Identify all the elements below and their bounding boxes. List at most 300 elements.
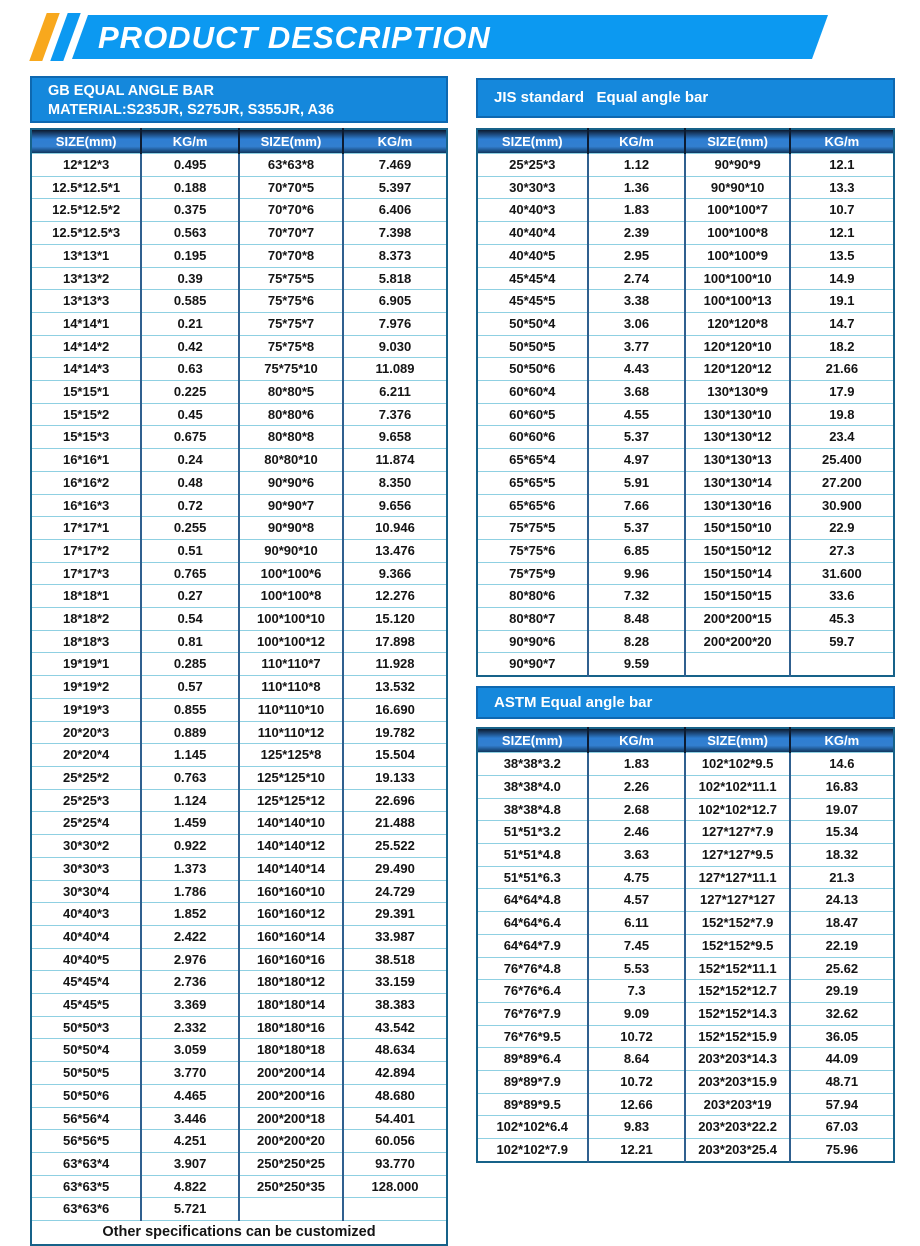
table-cell: 18.32	[790, 843, 894, 866]
table-cell: 4.55	[588, 403, 686, 426]
table-cell: 10.72	[588, 1071, 686, 1094]
table-cell: 60*60*5	[477, 403, 588, 426]
table-cell: 38*38*4.0	[477, 775, 588, 798]
table-cell: 76*76*4.8	[477, 957, 588, 980]
table-row	[477, 381, 894, 404]
gb-spec-table	[30, 128, 448, 1246]
table-row	[31, 766, 447, 789]
table-cell: 15*15*3	[31, 426, 141, 449]
table-cell: 102*102*11.1	[685, 775, 789, 798]
table-cell: 7.3	[588, 980, 686, 1003]
table-cell: 22.19	[790, 934, 894, 957]
table-cell: 22.9	[790, 517, 894, 540]
table-cell: 0.27	[141, 585, 239, 608]
table-row	[477, 843, 894, 866]
table-cell: 9.09	[588, 1002, 686, 1025]
jis-table-header	[477, 129, 894, 154]
table-cell: 51*51*6.3	[477, 866, 588, 889]
table-cell: 0.255	[141, 517, 239, 540]
table-cell: 100*100*13	[685, 290, 789, 313]
table-cell: 19.07	[790, 798, 894, 821]
table-row	[31, 925, 447, 948]
table-cell: 10.72	[588, 1025, 686, 1048]
table-cell: 75*75*8	[239, 335, 343, 358]
table-cell: 29.19	[790, 980, 894, 1003]
column-header: KG/m	[790, 728, 894, 753]
table-row	[477, 889, 894, 912]
table-cell: 90*90*8	[239, 517, 343, 540]
table-row	[31, 948, 447, 971]
table-cell: 1.124	[141, 789, 239, 812]
table-row	[31, 244, 447, 267]
table-cell: 1.36	[588, 176, 686, 199]
table-cell: 5.397	[343, 176, 447, 199]
table-cell: 102*102*9.5	[685, 753, 789, 776]
table-cell: 203*203*14.3	[685, 1048, 789, 1071]
table-cell: 33.987	[343, 925, 447, 948]
table-row	[31, 199, 447, 222]
table-cell	[790, 653, 894, 676]
table-cell: 15.34	[790, 821, 894, 844]
table-row	[31, 994, 447, 1017]
table-row	[31, 358, 447, 381]
table-row	[477, 753, 894, 776]
gb-section-title-bar	[30, 76, 448, 123]
table-cell: 0.51	[141, 539, 239, 562]
table-cell: 13.476	[343, 539, 447, 562]
table-row	[477, 335, 894, 358]
table-row	[477, 608, 894, 631]
table-cell: 80*80*5	[239, 381, 343, 404]
table-cell: 7.976	[343, 312, 447, 335]
table-cell: 51*51*4.8	[477, 843, 588, 866]
table-cell: 16.690	[343, 698, 447, 721]
table-cell: 14*14*2	[31, 335, 141, 358]
table-cell: 50*50*5	[31, 1062, 141, 1085]
table-row	[477, 449, 894, 472]
table-cell: 27.200	[790, 471, 894, 494]
table-cell: 25.400	[790, 449, 894, 472]
table-cell: 10.946	[343, 517, 447, 540]
table-cell: 4.251	[141, 1130, 239, 1153]
table-row	[31, 517, 447, 540]
table-cell: 160*160*10	[239, 880, 343, 903]
table-cell: 67.03	[790, 1116, 894, 1139]
table-cell: 40*40*3	[31, 903, 141, 926]
table-cell: 1.12	[588, 154, 686, 177]
table-row	[477, 290, 894, 313]
table-cell: 140*140*12	[239, 835, 343, 858]
table-cell: 7.66	[588, 494, 686, 517]
table-cell: 54.401	[343, 1107, 447, 1130]
table-cell: 16*16*3	[31, 494, 141, 517]
table-cell: 29.490	[343, 857, 447, 880]
table-cell: 30*30*3	[477, 176, 588, 199]
table-cell: 15*15*1	[31, 381, 141, 404]
table-cell: 48.634	[343, 1039, 447, 1062]
table-row	[477, 176, 894, 199]
table-cell: 48.71	[790, 1071, 894, 1094]
table-cell: 7.398	[343, 222, 447, 245]
table-cell: 76*76*6.4	[477, 980, 588, 1003]
table-row	[31, 1107, 447, 1130]
table-cell: 180*180*18	[239, 1039, 343, 1062]
table-cell: 40*40*3	[477, 199, 588, 222]
table-row	[31, 698, 447, 721]
table-row	[477, 775, 894, 798]
table-cell: 102*102*6.4	[477, 1116, 588, 1139]
table-cell: 152*152*11.1	[685, 957, 789, 980]
page-header-banner	[0, 8, 920, 64]
table-cell: 130*130*14	[685, 471, 789, 494]
table-cell: 120*120*12	[685, 358, 789, 381]
table-cell: 63*63*6	[31, 1198, 141, 1221]
table-cell: 150*150*12	[685, 539, 789, 562]
table-cell: 128.000	[343, 1175, 447, 1198]
table-cell: 18*18*2	[31, 608, 141, 631]
astm-table-header	[477, 728, 894, 753]
table-cell: 1.852	[141, 903, 239, 926]
gb-title-line2: MATERIAL:S235JR, S275JR, S355JR, A36	[48, 102, 335, 118]
table-row	[31, 267, 447, 290]
table-cell: 5.818	[343, 267, 447, 290]
table-cell: 152*152*7.9	[685, 912, 789, 935]
table-cell: 0.225	[141, 381, 239, 404]
table-cell: 0.375	[141, 199, 239, 222]
table-cell: 0.42	[141, 335, 239, 358]
table-cell: 6.85	[588, 539, 686, 562]
table-cell: 130*130*16	[685, 494, 789, 517]
table-cell: 12*12*3	[31, 154, 141, 177]
table-cell: 90*90*7	[477, 653, 588, 676]
column-header: KG/m	[588, 129, 686, 154]
table-cell: 100*100*8	[685, 222, 789, 245]
table-cell: 127*127*9.5	[685, 843, 789, 866]
table-cell: 75*75*5	[477, 517, 588, 540]
table-cell: 3.63	[588, 843, 686, 866]
table-cell: 36.05	[790, 1025, 894, 1048]
table-row	[477, 957, 894, 980]
table-cell: 203*203*19	[685, 1093, 789, 1116]
table-cell: 42.894	[343, 1062, 447, 1085]
table-cell: 5.53	[588, 957, 686, 980]
table-row	[477, 267, 894, 290]
table-row	[31, 585, 447, 608]
footer-row	[31, 1221, 447, 1246]
table-cell: 89*89*6.4	[477, 1048, 588, 1071]
table-cell: 16*16*1	[31, 449, 141, 472]
table-row	[477, 980, 894, 1003]
table-row	[477, 222, 894, 245]
column-header: KG/m	[588, 728, 686, 753]
table-cell: 10.7	[790, 199, 894, 222]
table-cell: 15.504	[343, 744, 447, 767]
table-cell: 76*76*9.5	[477, 1025, 588, 1048]
table-cell: 13*13*2	[31, 267, 141, 290]
table-row	[477, 1048, 894, 1071]
table-row	[477, 403, 894, 426]
table-cell: 18*18*1	[31, 585, 141, 608]
table-cell	[685, 653, 789, 676]
table-cell: 93.770	[343, 1152, 447, 1175]
table-cell: 110*110*7	[239, 653, 343, 676]
table-cell: 100*100*12	[239, 630, 343, 653]
table-cell: 6.905	[343, 290, 447, 313]
table-cell: 17*17*2	[31, 539, 141, 562]
table-cell: 180*180*12	[239, 971, 343, 994]
table-cell: 2.332	[141, 1016, 239, 1039]
table-cell: 20*20*3	[31, 721, 141, 744]
table-cell: 7.376	[343, 403, 447, 426]
table-cell: 17.9	[790, 381, 894, 404]
column-header: SIZE(mm)	[31, 129, 141, 154]
table-row	[31, 494, 447, 517]
table-row	[31, 426, 447, 449]
table-cell: 25.62	[790, 957, 894, 980]
table-row	[477, 1093, 894, 1116]
table-row	[31, 903, 447, 926]
table-cell: 3.059	[141, 1039, 239, 1062]
table-cell: 100*100*9	[685, 244, 789, 267]
table-cell: 9.96	[588, 562, 686, 585]
table-cell: 25*25*3	[31, 789, 141, 812]
table-cell: 65*65*5	[477, 471, 588, 494]
table-cell: 65*65*4	[477, 449, 588, 472]
table-cell: 90*90*6	[239, 471, 343, 494]
table-cell: 1.373	[141, 857, 239, 880]
column-header: KG/m	[343, 129, 447, 154]
table-cell: 100*100*8	[239, 585, 343, 608]
table-cell: 50*50*3	[31, 1016, 141, 1039]
table-row	[477, 199, 894, 222]
table-cell: 0.563	[141, 222, 239, 245]
table-cell: 0.922	[141, 835, 239, 858]
table-cell: 8.373	[343, 244, 447, 267]
table-cell: 13.5	[790, 244, 894, 267]
table-cell: 200*200*15	[685, 608, 789, 631]
table-cell: 3.68	[588, 381, 686, 404]
table-cell: 8.48	[588, 608, 686, 631]
table-cell: 21.66	[790, 358, 894, 381]
column-header: SIZE(mm)	[477, 129, 588, 154]
table-cell: 203*203*15.9	[685, 1071, 789, 1094]
table-cell: 5.37	[588, 517, 686, 540]
table-cell: 0.48	[141, 471, 239, 494]
gb-table-footer	[31, 1221, 447, 1246]
table-cell: 1.83	[588, 199, 686, 222]
table-cell: 40*40*4	[31, 925, 141, 948]
table-cell: 14.6	[790, 753, 894, 776]
table-cell: 11.928	[343, 653, 447, 676]
table-cell: 90*90*10	[685, 176, 789, 199]
table-row	[31, 471, 447, 494]
table-cell: 0.675	[141, 426, 239, 449]
table-cell: 19*19*2	[31, 676, 141, 699]
table-cell: 5.37	[588, 426, 686, 449]
table-cell: 0.39	[141, 267, 239, 290]
table-cell: 80*80*8	[239, 426, 343, 449]
table-cell: 50*50*6	[31, 1084, 141, 1107]
table-cell: 40*40*5	[477, 244, 588, 267]
table-cell: 60*60*6	[477, 426, 588, 449]
table-row	[477, 585, 894, 608]
table-cell: 9.658	[343, 426, 447, 449]
table-cell: 4.97	[588, 449, 686, 472]
table-cell: 32.62	[790, 1002, 894, 1025]
table-cell: 4.43	[588, 358, 686, 381]
table-cell: 15.120	[343, 608, 447, 631]
table-cell: 2.39	[588, 222, 686, 245]
table-row	[477, 866, 894, 889]
table-row	[31, 653, 447, 676]
table-cell: 38*38*4.8	[477, 798, 588, 821]
table-cell: 18.2	[790, 335, 894, 358]
table-cell: 160*160*12	[239, 903, 343, 926]
table-cell: 16*16*2	[31, 471, 141, 494]
column-header: KG/m	[790, 129, 894, 154]
table-cell: 1.786	[141, 880, 239, 903]
table-cell: 50*50*4	[31, 1039, 141, 1062]
table-cell: 80*80*10	[239, 449, 343, 472]
table-cell: 130*130*9	[685, 381, 789, 404]
table-cell: 64*64*7.9	[477, 934, 588, 957]
table-cell: 102*102*7.9	[477, 1139, 588, 1162]
table-row	[31, 403, 447, 426]
table-cell: 3.446	[141, 1107, 239, 1130]
jis-section-title-bar: JIS standard Equal angle bar	[476, 78, 895, 118]
table-cell: 38.383	[343, 994, 447, 1017]
table-row	[31, 449, 447, 472]
table-cell: 19.782	[343, 721, 447, 744]
table-cell: 9.656	[343, 494, 447, 517]
table-row	[477, 1139, 894, 1162]
table-cell: 25*25*2	[31, 766, 141, 789]
table-row	[31, 1016, 447, 1039]
table-cell: 30.900	[790, 494, 894, 517]
table-row	[477, 1025, 894, 1048]
table-row	[477, 1071, 894, 1094]
table-cell: 150*150*10	[685, 517, 789, 540]
table-cell: 250*250*25	[239, 1152, 343, 1175]
page-title: PRODUCT DESCRIPTION	[98, 20, 491, 55]
table-cell: 30*30*2	[31, 835, 141, 858]
table-cell: 13*13*3	[31, 290, 141, 313]
table-cell: 110*110*8	[239, 676, 343, 699]
table-cell: 45*45*4	[477, 267, 588, 290]
table-cell: 60.056	[343, 1130, 447, 1153]
table-row	[31, 676, 447, 699]
table-cell: 63*63*5	[31, 1175, 141, 1198]
astm-spec-table	[476, 727, 895, 1163]
table-cell: 75*75*6	[239, 290, 343, 313]
table-cell: 19.8	[790, 403, 894, 426]
table-cell: 8.64	[588, 1048, 686, 1071]
table-cell: 3.770	[141, 1062, 239, 1085]
table-cell: 100*100*10	[685, 267, 789, 290]
table-cell: 80*80*6	[239, 403, 343, 426]
table-cell: 200*200*20	[239, 1130, 343, 1153]
jis-spec-table	[476, 128, 895, 677]
table-cell: 75*75*6	[477, 539, 588, 562]
gb-footer-note: Other specifications can be customized	[31, 1221, 447, 1246]
table-cell: 130*130*10	[685, 403, 789, 426]
table-cell: 152*152*12.7	[685, 980, 789, 1003]
table-row	[31, 222, 447, 245]
table-cell: 5.91	[588, 471, 686, 494]
table-cell: 44.09	[790, 1048, 894, 1071]
table-cell: 33.159	[343, 971, 447, 994]
table-cell: 203*203*22.2	[685, 1116, 789, 1139]
table-cell: 12.276	[343, 585, 447, 608]
table-cell: 8.350	[343, 471, 447, 494]
table-cell: 90*90*7	[239, 494, 343, 517]
table-cell: 120*120*10	[685, 335, 789, 358]
table-cell: 200*200*20	[685, 630, 789, 653]
table-row	[31, 744, 447, 767]
header-row	[477, 129, 894, 154]
table-cell: 160*160*14	[239, 925, 343, 948]
table-cell: 127*127*127	[685, 889, 789, 912]
table-cell: 152*152*14.3	[685, 1002, 789, 1025]
table-cell: 38*38*3.2	[477, 753, 588, 776]
table-cell: 0.81	[141, 630, 239, 653]
table-cell: 200*200*16	[239, 1084, 343, 1107]
table-cell: 70*70*5	[239, 176, 343, 199]
table-cell: 130*130*12	[685, 426, 789, 449]
gb-table-header	[31, 129, 447, 154]
table-cell: 17*17*3	[31, 562, 141, 585]
table-cell: 16.83	[790, 775, 894, 798]
gb-section	[30, 76, 448, 1246]
table-cell: 25*25*4	[31, 812, 141, 835]
table-cell: 0.45	[141, 403, 239, 426]
table-cell: 75*75*5	[239, 267, 343, 290]
table-cell: 60*60*4	[477, 381, 588, 404]
table-cell: 0.285	[141, 653, 239, 676]
table-cell: 2.736	[141, 971, 239, 994]
table-cell: 110*110*10	[239, 698, 343, 721]
table-row	[31, 176, 447, 199]
table-cell: 6.406	[343, 199, 447, 222]
table-cell: 0.195	[141, 244, 239, 267]
table-cell: 100*100*6	[239, 562, 343, 585]
table-cell: 4.75	[588, 866, 686, 889]
table-cell: 24.13	[790, 889, 894, 912]
right-section	[476, 78, 895, 1163]
table-row	[31, 630, 447, 653]
table-cell: 3.907	[141, 1152, 239, 1175]
table-cell: 90*90*10	[239, 539, 343, 562]
table-cell: 33.6	[790, 585, 894, 608]
astm-table-body	[477, 753, 894, 1162]
table-cell: 120*120*8	[685, 312, 789, 335]
table-row	[477, 517, 894, 540]
table-row	[477, 562, 894, 585]
table-cell: 63*63*4	[31, 1152, 141, 1175]
table-cell: 59.7	[790, 630, 894, 653]
column-header: SIZE(mm)	[239, 129, 343, 154]
header-row	[477, 728, 894, 753]
table-cell: 19*19*3	[31, 698, 141, 721]
table-cell: 12.1	[790, 154, 894, 177]
table-row	[477, 358, 894, 381]
table-cell: 30*30*3	[31, 857, 141, 880]
table-cell: 2.74	[588, 267, 686, 290]
table-cell: 19*19*1	[31, 653, 141, 676]
table-cell: 0.63	[141, 358, 239, 381]
table-cell: 70*70*6	[239, 199, 343, 222]
table-cell: 3.38	[588, 290, 686, 313]
